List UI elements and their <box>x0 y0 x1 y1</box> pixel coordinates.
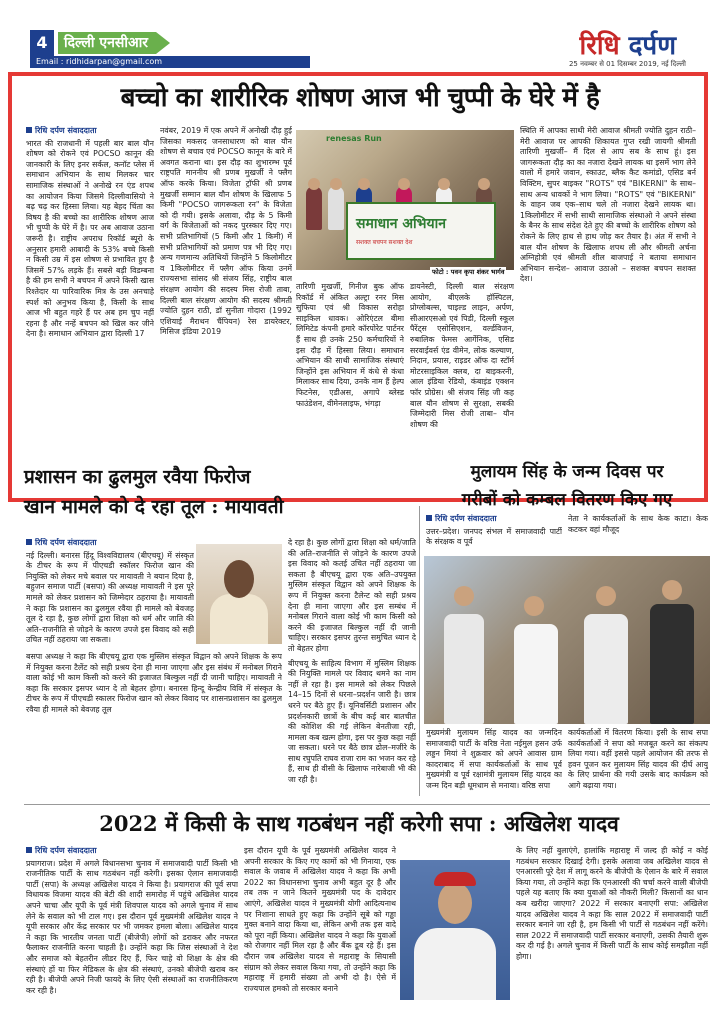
person-head <box>524 596 544 616</box>
photo-face <box>438 882 472 924</box>
page-header <box>0 0 716 70</box>
section-tail-arrow <box>156 32 170 54</box>
person-figure <box>328 186 344 230</box>
story4-column-1 <box>26 846 238 1030</box>
person-head <box>438 178 450 190</box>
story2-column-1b <box>26 652 282 792</box>
story2-col1a-text: नई दिल्ली। बनारस हिंदू विश्वविद्यालय (बीएचयू) में संस्कृत के टीचर के रूप में पीएचडी स्कॉलर फिरोज खान की नियुक्ति को लेकर मचे बवाल पर मायावती ने बयान दिया है, बहुजन समाज पार्टी (बसपा) की अध्यक्ष मायावती ने इस पूरे मामले को लेकर प्रशासन को जिम्मेदार ठहराया है। मायावती ने कहा कि प्रशासन का ढुलमुल रवैया ही मामले को बेवजह तूल दे रहा है, कुछ लोगों द्वारा शिक्षा को धर्म और जाति की अति–राजनीति से जोड़ने के कारण उपजे इस विवाद को सही उचित नहीं ठहराया जा सकता। <box>26 550 194 645</box>
story2-headline <box>24 462 414 522</box>
story3-byline: रिधि दर्पण संवाददाता <box>426 514 562 525</box>
photo-body <box>414 928 496 1000</box>
banner-top-text: renesas Run <box>326 134 382 143</box>
person-figure <box>514 624 558 724</box>
akhilesh-photo <box>400 860 510 1000</box>
story1-photo-caption: फोटो : पवन कृपा शंकर भार्गव <box>432 268 505 276</box>
story3-headline <box>424 458 710 514</box>
story1-col3-text: स्थिति में आपका साथी मेरी आवाज श्रीमती ज्योति दुहन राठी– मेरी आवाज पर आपकी शिकायत गुप्त रखी जायगी श्रीमती तारिणी मुखर्जी– मैं दिल से आप सब के साथ हूं। इस जागरूकता दौड़ का का नजारा देखने लायक था इसमें भाग लेने वालो में हमारे जवान, स्काउट, ब्लैक कैट कमांडो, एसिड बर्न विक्टिम, सुपर बाइकर "ROTS" एवं "BIKERNI" के साथ–साथ अन्य धावकों ने भाग लिया। "ROTS" एवं "BIKERNI" के वाहन जब एक–साथ चले तो नजारा देखने लायक था। 1किलोमीटर में सभी साथी सामाजिक संस्थाओ ने अपने संस्था के बैनर के साथ संदेश देते हुए की बच्चो के शारीरिक शोषण को रोकने के लिए हाथ से हाथ जोड़ कर तैयार है। अंत में सभी ने बाल यौन शोषण के खिलाफ शपथ ली और श्रीमती अर्चना अग्निहोत्री एवं श्रीमती शील बाजपाई ने बताया समाधान अभियान सन्देश– आवाज उठाओ – सशक्त बचपन सशक्त देश। <box>520 126 696 284</box>
story1-column-2 <box>160 126 292 461</box>
story3-col2-text: कार्यकर्ताओं में वितरण किया। इसी के साथ सपा कार्यकर्ताओं ने सपा को मजबूत करने का संकल्प लिया गया। वहीं इससे पहले आयोजन की तरफ से हवन पूजन कर मुलायम सिंह यादव की दीर्घ आयु के लिए प्रार्थना की गयी उसके बाद कार्यक्रम को आगे बढ़ाया गया। <box>568 728 708 790</box>
story2-column-1a <box>26 538 194 648</box>
photo-face <box>224 560 254 598</box>
samadhan-banner <box>346 202 496 260</box>
mayawati-photo <box>196 544 282 644</box>
story4-column-2 <box>244 846 396 1030</box>
story2-headline-line2: खान मामले को दे रहा तूल : मायावती <box>24 496 284 518</box>
story4-col3-text: के लिए नहीं बुलाएंगे, हालांकि महाराष्ट्र में जल्द ही कोई न कोई गठबंधन सरकार दिखाई देगी। इसके अलावा जब अखिलेश यादव से एनआरसी पूरे देश में लागू करने के बीजेपी के ऐलान के बारे में सवाल किया गया, तो उन्होंने कहा कि एनआरसी की चर्चा करने वाली बीजेपी पहले यह बताए कि क्या युवाओं को नौकरी मिली? किसानों का धान कब खरीदा जाएगा? 2022 में सरकार बनाएगी सपा: अखिलेश यादव अखिलेश यादव ने कहा कि साल 2022 में समाजवादी पार्टी सरकार बनाने जा रही है, हम किसी भी पार्टी से गठबंधन नहीं करेंगे। साल 2022 में समाजवादी पार्टी सरकार बनाएगी, उसकी तैयारी शुरू कर दी गई है। अगले चुनाव में किसी पार्टी के साथ कोई समझौता नहीं होगा। <box>516 846 708 961</box>
story3-intro-b-text: नेता ने कार्यकर्ताओं के साथ केक काटा। केक कटकर वहां मौजूद <box>568 514 708 534</box>
story2-headline-line1: प्रशासन का ढुलमुल रवैया फिरोज <box>24 466 251 488</box>
story4-col2-text: इस दौरान यूपी के पूर्व मुख्यमंत्री अखिलेश यादव ने अपनी सरकार के किए गए कामों को भी गिनाया, एक सवाल के जवाब में अखिलेश यादव ने कहा कि अभी 2022 का विधानसभा चुनाव अभी बहुत दूर है और तब तक न जाने कितने मुख्यमंत्री पद के दावेदार आएंगे, अखिलेश यादव ने मुख्यमंत्री योगी आदित्यनाथ पर निशाना साधते हुए कहा कि उन्होंने सूबे को गड्ढा मुक्त बनाने वादा किया था, लेकिन अभी तक इस वादे को पूरा नहीं किया। अखिलेश यादव ने कहा कि युवाओं को रोजगार नहीं मिल रहा है और बैंक डूब रहे हैं। इस दौरान जब अखिलेश यादव से महाराष्ट्र के सियासी संग्राम को लेकर सवाल किया गया, तो उन्होंने कहा कि महाराष्ट्र में हमारी संख्या तो अभी दो है। ऐसे में राज्यपाल हमको तो सरकार बनाने <box>244 846 396 993</box>
banner-subtitle: सशक्त बचपन सशक्त देश <box>356 239 413 246</box>
person-head <box>596 586 616 606</box>
person-head <box>358 178 370 190</box>
person-head <box>330 178 342 190</box>
dateline: 25 नवम्बर से 01 दिसम्बर 2019, नई दिल्ली <box>568 60 686 68</box>
story1-photo <box>296 130 514 270</box>
story1-headline: बच्चो का शारीरिक शोषण आज भी चुप्पी के घेरे में है <box>120 83 600 113</box>
story3-intro-a <box>426 514 562 554</box>
story3-column-2 <box>568 728 708 804</box>
story4-column-3 <box>516 846 708 1030</box>
story2-column-2 <box>288 538 416 792</box>
story3-col1-text: मुख्यमंत्री मुलायम सिंह यादव का जन्मदिन समाजवादी पार्टी के वरिष्ठ नेता नईमुल हसन उर्फ लड्डन मियां ने शुक्रवार को अपने आवास ग्राम कादराबाद में सपा कार्यकर्ताओं के साथ पूर्व मुख्यमंत्री व पूर्व रक्षामंत्री मुलायम सिंह यादव का जन्म दिन बड़ी धूमधाम से मनाया। वरिष्ठ सपा <box>426 728 562 790</box>
story1-column-5 <box>520 126 696 461</box>
masthead-red: रिधि <box>579 31 620 61</box>
person-head <box>454 586 474 606</box>
story3-photo <box>424 556 710 724</box>
column-divider <box>419 506 420 796</box>
person-head <box>398 178 410 190</box>
story1-col1-text: भारत की राजधानी में पहली बार बाल यौन शोषण को रोकने एवं POCSO कानून की जानकारी के लिए इनर सर्कल, कनॉट प्लेस में समाधान अभियान के साथ मिलकर चार सामाजिक संस्थाओं ने अनोखे रन एंड शपथ का आयोजन किया जिसमे दिल्लीवासियो ने बढ़ चढ़ कर हिस्सा लिया। यह बेहद चिंता का विषय है की बच्चो का शारीरिक शोषण आज भी चुप्पी के घेरे में है। पर अब आवाज उठाना जरूरी है। राष्ट्रीय अपराध रिकॉर्ड ब्यूरो के अनुसार हमारी आबादी के 53% बच्चे किसी न किसी उम्र में इस शोषण से प्रभावित हुए है जिसमें 57% लड़के हैं। सबसे बड़ी विडम्बना है की हम सभी ने बचपन में अपने किसी खास रिश्तेदार या पारिवारिक मित्र के उस अनचाहे स्पर्श को अनुभव किया है, किसी के साथ आज भी बहुत गहरे हैं पर अब हम चुप नहीं रहना है और नन्हें बचपन को खिल कर जीने देना है। समाधान अभियान द्वारा दिल्ली 17 <box>26 138 154 339</box>
story1-column-4 <box>410 282 514 460</box>
story3-column-1 <box>426 728 562 804</box>
story2-byline: रिधि दर्पण संवाददाता <box>26 538 194 549</box>
story4-headline: 2022 में किसी के साथ गठबंधन नहीं करेगी सपा : अखिलेश यादव <box>99 811 619 836</box>
story3-intro-b <box>568 514 708 554</box>
person-head <box>478 178 490 190</box>
story2-col2a-text: दे रहा है। कुछ लोगों द्वारा शिक्षा को धर्म/जाति की अति–राजनीति से जोड़ने के कारण उपजे इस विवाद को कतई उचित नहीं ठहराया जा सकता है बीएचयू द्वारा एक अति–उपयुक्त मुस्लिम संस्कृत विद्वान को अपने शिक्षक के रूप में नियुक्त करना टैलेन्ट को सही प्रश्रय देना ही माना जाएगा और इस सम्बंध में मनोबल गिराने वाला कोई भी काम किसी को करने की इजाजत बिल्कुल नहीं दी जानी चाहिए। सरकार इसपर तुरन्त समुचित ध्यान दे तो बेहतर होगा <box>288 538 416 653</box>
page-number: 4 <box>30 30 54 56</box>
person-figure <box>306 186 322 230</box>
section-divider <box>24 804 710 805</box>
story4-col1-text: प्रयागराज। प्रदेश में अगले विधानसभा चुनाव में समाजवादी पार्टी किसी भी राजनीतिक पार्टी के साथ गठबंधन नहीं करेगी। इसका ऐलान समाजवादी पार्टी (सपा) के अध्यक्ष अखिलेश यादव ने किया है। प्रयागराज की पूर्व सपा विधायक विजमा यादव की बेटी की शादी समारोह में पहुंचे अखिलेश यादव अपने चाचा और यूपी के पूर्व मंत्री शिवपाल यादव को अगले चुनाव में साथ लेने के सवाल को भी टाल गए। इस दौरान पूर्व मुख्यमंत्री अखिलेश यादव ने यूपी सरकार और केंद्र सरकार पर भी जमकर हमला बोला। अखिलेश यादव ने कहा कि भारतीय जनता पार्टी (बीजेपी) लोगों को डराकर और नफरत फैलाकर राजनीति करना चाहती है। उन्होंने कहा कि जिस संस्थाओं ने देश और समाज को बेहतरीन लीडर दिए हैं, फिर चाहे वो शिक्षा के क्षेत्र की संस्थाएं हों या फिर मेडिकल के क्षेत्र की संस्थाएं, उनको बीजेपी खराब कर रही है। बीजेपी अपने निजी फायदे के लिए ऐसी संस्थाओं का राजनीतिकरण कर रही है। <box>26 858 238 995</box>
story1-column-3 <box>296 282 404 460</box>
masthead <box>579 26 676 62</box>
story4-byline: रिधि दर्पण संवाददाता <box>26 846 238 857</box>
person-figure <box>444 614 484 724</box>
person-figure <box>584 614 628 724</box>
banner-title: समाधान अभियान <box>356 216 447 232</box>
story1-colmid-text: तारिणी मुखर्जी, गिनीज बुक ऑफ रिकॉर्ड में अंकित अल्ट्रा रनर मिस सुफिया एवं श्री विकास सरोहा साइकिल धावक। ओरिएंटल बीमा लिमिटेड कंपनी हमारे कॉरपोरेट पार्टनर हैं साथ ही उनके 250 कर्मचारियों ने इस दौड़ में हिस्सा लिया। समाधान अभियान की साथी सामाजिक संस्थाएं जिन्होंने इस अभियान में कंधे से कंधा मिलाकर साथ दिया, उनके नाम हैं हेल्प फिटनेस, एडीअस, अगापे ब्लेस्ड फाउंडेशन, वीमेनलाइफ, भंगड़ा <box>296 282 404 408</box>
story3-intro-a-text: उत्तर–प्रदेश। जनपद संभल में समाजवादी पार्टी के संरक्षक व पूर्व <box>426 526 562 547</box>
person-figure <box>650 604 694 724</box>
red-cap <box>434 872 476 886</box>
story1-col2-text: नवंबर, 2019 में एक अपने में अनोखी दौड़ हुई जिसका मकसद जनसाधारण को बाल यौन शोषण से बचाव एवं POCSO कानून के बारे में अवगत कराना था। इस दौड़ का शुभारम्भ पूर्व राष्ट्रपति माननीय श्री प्रणब मुखर्जी ने फ्लैग ऑफ करके किया। विजेता ट्रॉफी श्री प्रणब मुखर्जी सम्मान बाल यौन शोषण के खिलाफ 5 किमी "POCSO जागरूकता रन" के विजेता को दी गयी। इसके अलावा, दौड़ के 5 किमी वर्ग के विजेताओं को नकद पुरस्कार दिए गए। सभी प्रतिभागियों (5 किमी और 1 किमी) में सभी प्रतिभागियों को प्रमाण पत्र भी दिए गए। अन्य गणमान्य अतिथियों जिन्होंने 5 किलोमीटर व 1किलोमीटर में फ्लैग ऑफ किया उनमें राज्यसभा सांसद श्री संजय सिंह, राष्ट्रीय बाल संरक्षण आयोग की सदस्य मिस रोजी ताबा, दिल्ली बाल संरक्षण आयोग की सदस्य श्रीमती ज्योति दुहन राठी, डॉ सुनीता गोदारा (1992 एशियाई मैराथन चैंपियन) रेस डायरेक्टर, मिसिज इंडिया 2019 <box>160 126 292 337</box>
photo-body <box>210 594 268 644</box>
story3-headline-line2: गरीबों को कम्बल वितरण किए गए <box>461 490 673 510</box>
story1-column-1 <box>26 126 154 461</box>
email-bar: Email : ridhidarpan@gmail.com <box>30 56 310 68</box>
story2-col2b-text: बीएचयू के साहित्य विभाग में मुस्लिम शिक्षक की नियुक्ति मामले पर विवाद थमने का नाम नहीं ले रहा है। इस मामले को लेकर पिछले 14–15 दिनों से धरना–प्रदर्शन जारी है। छात्र धरने पर बैठे हुए हैं। यूनिवर्सिटी प्रशासन और प्रदर्शनकारी छात्रों के बीच कई बार बातचीत की कोशिश की गई लेकिन बेनतीजा रही, मामला कब खत्म होगा, इस पर कुछ कहा नहीं जा सकता। धरने पर बैठे छात्र ढोल–मजीरे के साथ रघुपति राघव राजा राम का भजन कर रहे हैं, साथ ही वीसी के खिलाफ नारेबाजी भी की जा रही है। <box>288 658 416 785</box>
person-head <box>308 178 320 190</box>
person-head <box>662 580 682 600</box>
masthead-blue: दर्पण <box>628 31 676 61</box>
story3-headline-line1: मुलायम सिंह के जन्म दिवस पर <box>470 462 664 482</box>
story1-byline: रिधि दर्पण संवाददाता <box>26 126 154 137</box>
section-label: दिल्ली एनसीआर <box>58 32 156 54</box>
story2-col1b-text: बसपा अध्यक्ष ने कहा कि बीएचयू द्वारा एक मुस्लिम संस्कृत विद्वान को अपने शिक्षक के रूप में नियुक्त करना टैलेंट को सही प्रश्रय देना ही माना जाएगा और इस संबंध में मनोबल गिराने वाला कोई भी काम किसी को करने की इजाजत बिल्कुल नहीं दी जानी चाहिए। मायावती ने कहा कि सरकार इसपर ध्यान दे तो बेहतर होगा। बनारस हिन्दू केन्द्रीय विवि में संस्कृत के टीचर के रूप में पीएचडी स्कालर फिरोज खान को लेकर विवाद पर शासनप्रशासन का ढुलमुल रवैया ही मामले को बेवजह तूल <box>26 652 282 714</box>
story1-colmid2-text: डायनेस्टी, दिल्ली बाल संरक्षण आयोग, बीएलके हॉस्पिटल, प्रोग्लोबल्स, चाइल्ड लाइन, अर्पण, सीआरएसओ एवं पिडी, दिल्ली स्कूल पैरेंट्स एसोसिएशन, वर्ल्डविजन, रुबालिक फेमस आर्गेनिक, एसिड सरवाईवर्स एंड वीमेन, लोक कल्याण, निदान, प्रयास, राइडर ऑफ दा स्टॉर्म मोटरसाइकिल क्लब, दा बाइकरनी, आल इंडिया रेडियो, कंबाइंड एक्शन फॉर प्रोग्रेस। श्री संजय सिंह जी कह बाल यौन शोषण से सुरक्षा, सबकी जिम्मेदारी मिस रोजी ताबा– यौन शोषण की <box>410 282 514 429</box>
